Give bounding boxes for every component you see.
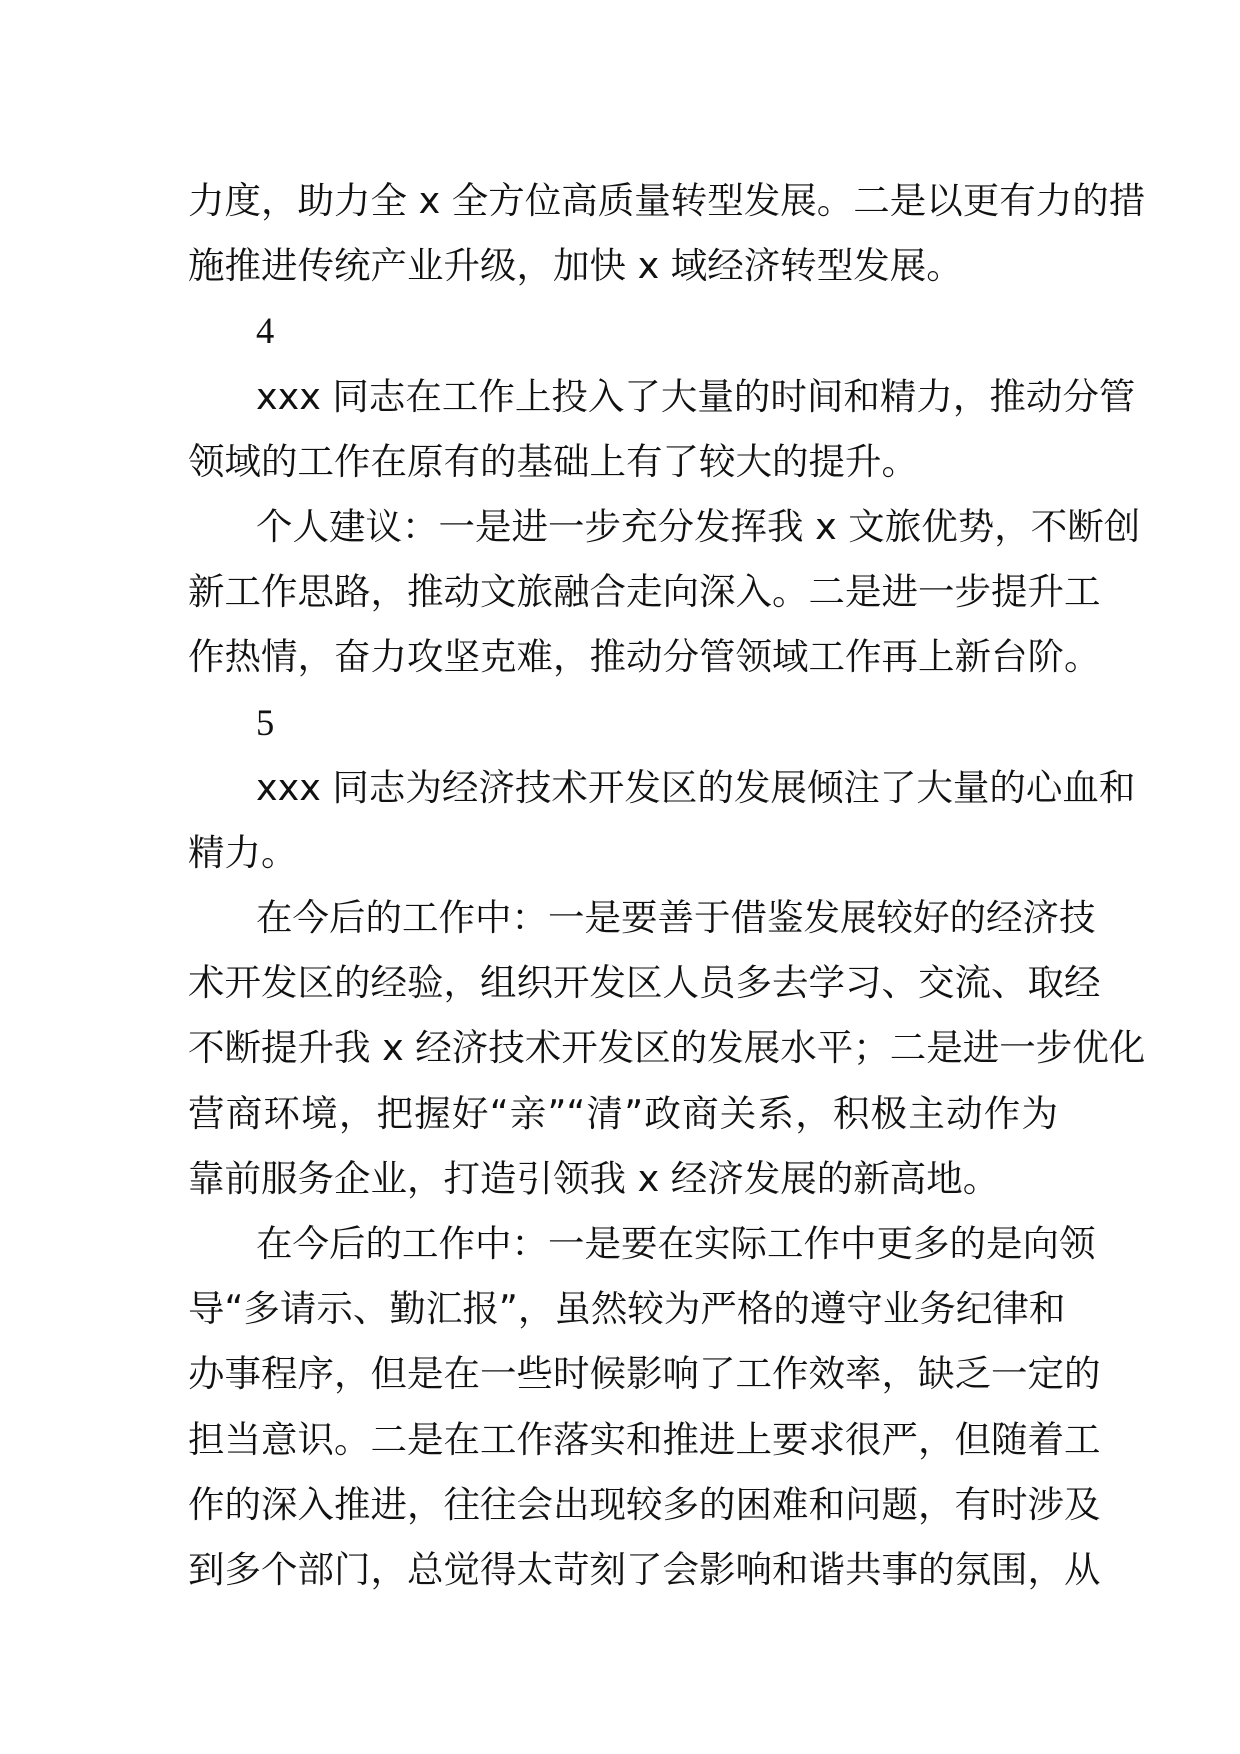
text-line: xxx 同志在工作上投入了大量的时间和精力，推动分管 <box>256 374 1136 418</box>
text-line: 术开发区的经验，组织开发区人员多去学习、交流、取经 <box>188 961 1101 1005</box>
text-line: xxx 同志为经济技术开发区的发展倾注了大量的心血和 <box>256 765 1136 809</box>
text-line: 领域的工作在原有的基础上有了较大的提升。 <box>188 439 918 483</box>
text-line: 不断提升我 x 经济技术开发区的发展水平；二是进一步优化 <box>188 1026 1146 1070</box>
section-number: 5 <box>256 701 275 743</box>
text-line: 作的深入推进，往往会出现较多的困难和问题，有时涉及 <box>188 1482 1101 1526</box>
document-body <box>188 168 1146 1602</box>
text-line: 在今后的工作中：一是要善于借鉴发展较好的经济技 <box>256 896 1096 940</box>
text-line: 在今后的工作中：一是要在实际工作中更多的是向领 <box>256 1222 1096 1265</box>
text-line: 力度，助力全 x 全方位高质量转型发展。二是以更有力的措 <box>188 179 1146 222</box>
text-line: 靠前服务企业，打造引领我 x 经济发展的新高地。 <box>188 1156 1000 1200</box>
text-line: 作热情，奋力攻坚克难，推动分管领域工作再上新台阶。 <box>188 635 1101 679</box>
text-line: 精力。 <box>188 830 298 874</box>
text-line: 到多个部门，总觉得太苛刻了会影响和谐共事的氛围，从 <box>188 1547 1101 1591</box>
text-line: 办事程序，但是在一些时候影响了工作效率，缺乏一定的 <box>188 1352 1101 1396</box>
text-line: 新工作思路，推动文旅融合走向深入。二是进一步提升工 <box>188 570 1101 614</box>
text-line: 个人建议：一是进一步充分发挥我 x 文旅优势，不断创 <box>256 504 1141 548</box>
text-line: 导“多请示、勤汇报”，虽然较为严格的遵守业务纪律和 <box>188 1287 1066 1331</box>
text-line: 担当意识。二是在工作落实和推进上要求很严，但随着工 <box>188 1417 1101 1461</box>
text-line: 营商环境，把握好“亲”“清”政商关系，积极主动作为 <box>188 1091 1058 1135</box>
section-number: 4 <box>256 310 275 352</box>
text-line: 施推进传统产业升级，加快 x 域经济转型发展。 <box>188 244 963 288</box>
